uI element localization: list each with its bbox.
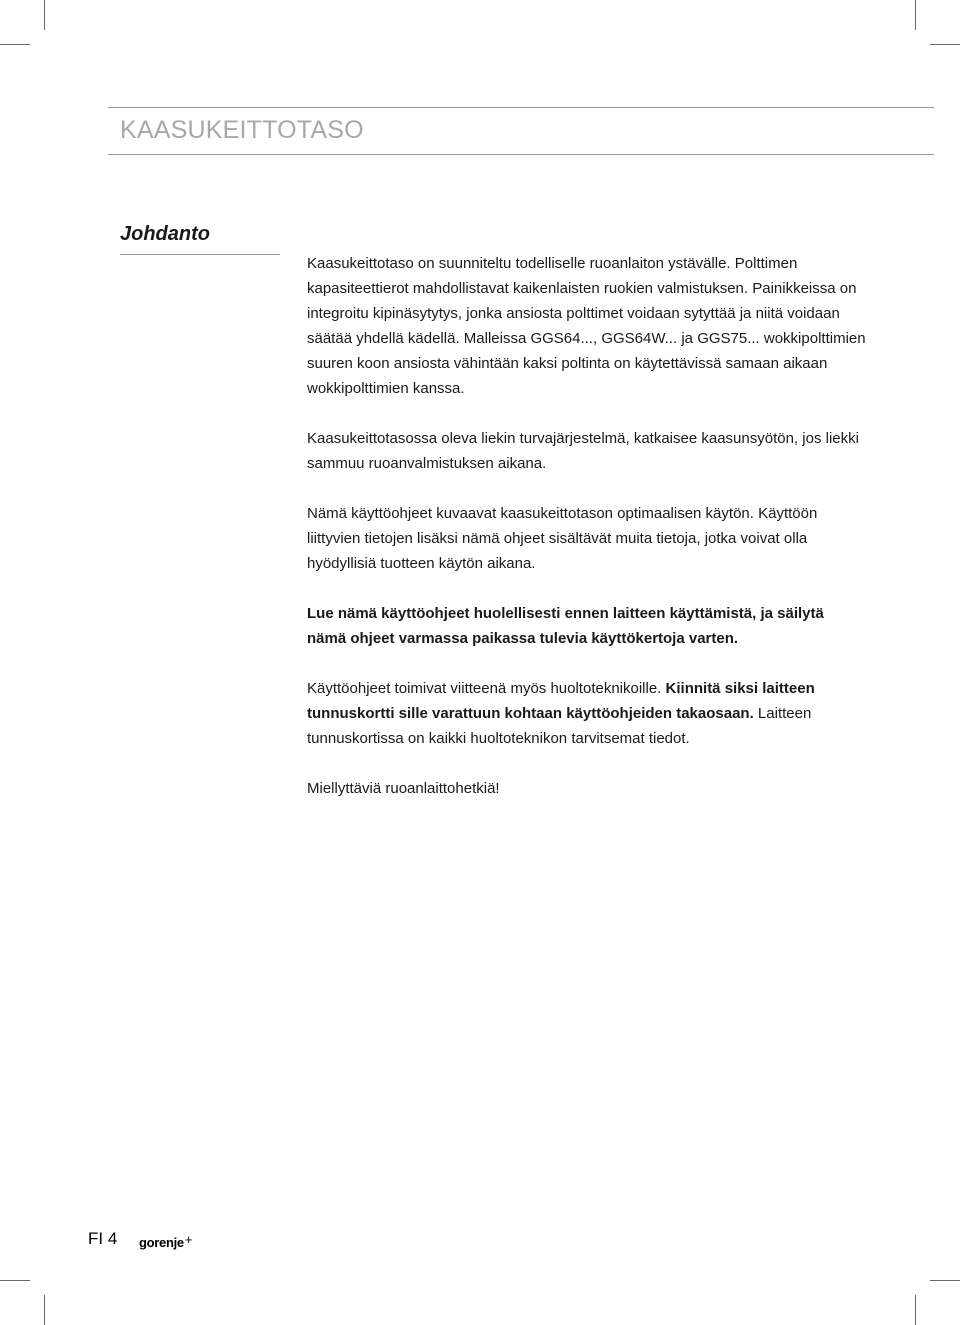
service-info-tail: Laitteen tunnuskortissa on kaikki huoltoteknikon tarvitsemat tiedot. <box>307 705 812 747</box>
brand-logo <box>139 1232 192 1250</box>
page-title: KAASUKEITTOTASO <box>120 116 364 144</box>
crop-mark-bottom-right-vertical <box>915 1295 916 1325</box>
paragraph-instructions-scope: Nämä käyttöohjeet kuvaavat kaasukeittotason optimaalisen käytön. Käyttöön liittyvien tietojen lisäksi nämä ohjeet sisältävät muita tietoja, jotka voivat olla hyödyllisiä tuotteen käytön aikana. <box>307 505 818 572</box>
paragraph-read-carefully: Lue nämä käyttöohjeet huolellisesti ennen laitteen käyttämistä, ja säilytä nämä ohjeet varmassa paikassa tulevia käyttökertoja varten. <box>307 605 824 647</box>
service-info-emphasis: Kiinnitä siksi laitteen tunnuskortti sille varattuun kohtaan käyttöohjeiden takaosaan. <box>307 680 815 722</box>
paragraph-flame-safety: Kaasukeittotasossa oleva liekin turvajärjestelmä, katkaisee kaasunsyötön, jos liekki sammuu ruoanvalmistuksen aikana. <box>307 430 859 472</box>
brand-plus-mark: + <box>184 1232 193 1247</box>
paragraph-service-info <box>307 676 867 751</box>
page-number: FI 4 <box>88 1229 118 1248</box>
body-text <box>307 251 867 826</box>
crop-mark-bottom-left-vertical <box>44 1295 45 1325</box>
crop-mark-top-right-horizontal <box>930 44 960 45</box>
paragraph-intro: Kaasukeittotaso on suunniteltu todelliselle ruoanlaiton ystävälle. Polttimen kapasiteettierot mahdollistavat kaikenlaisten ruokien valmistuksen. Painikkeissa on integroitu kipinäsytytys, jonka ansiosta polttimet voidaan sytyttää ja niitä voidaan säätää yhdellä kädellä. Malleissa GGS64..., GGS64W... ja GGS75... wokkipolttimien suuren koon ansiosta vähintään kaksi poltinta on käytettävissä samaan aikaan wokkipolttimien kanssa. <box>307 255 866 397</box>
crop-mark-top-left-vertical <box>44 0 45 30</box>
brand-name: gorenje <box>139 1235 184 1250</box>
crop-mark-top-right-vertical <box>915 0 916 30</box>
service-info-text: Käyttöohjeet toimivat viitteenä myös huoltoteknikoille. <box>307 680 666 697</box>
section-heading-rule <box>120 254 280 255</box>
header-bottom-rule <box>108 154 934 155</box>
header-top-rule <box>108 107 934 108</box>
crop-mark-bottom-left-horizontal <box>0 1280 30 1281</box>
crop-mark-bottom-right-horizontal <box>930 1280 960 1281</box>
crop-mark-top-left-horizontal <box>0 44 30 45</box>
paragraph-closing: Miellyttäviä ruoanlaittohetkiä! <box>307 780 500 797</box>
section-heading: Johdanto <box>120 223 210 245</box>
